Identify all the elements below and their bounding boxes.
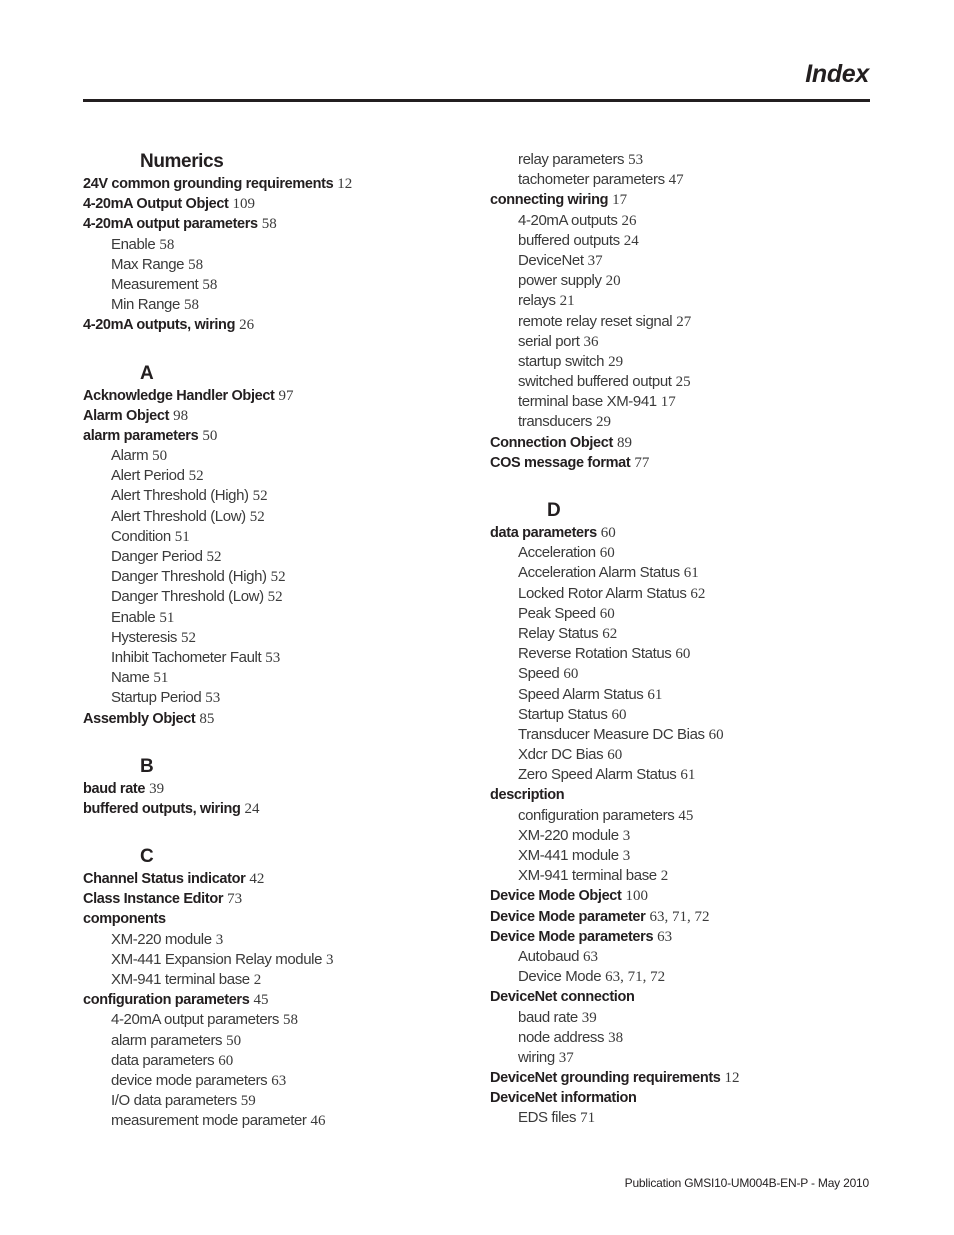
entry-term: Peak Speed bbox=[518, 604, 596, 622]
entry-page-link[interactable]: 58 bbox=[188, 256, 204, 273]
entry-term: Relay Status bbox=[518, 624, 599, 642]
entry-term: serial port bbox=[518, 332, 580, 350]
entry-term: 4-20mA outputs, wiring bbox=[83, 317, 236, 334]
entry-page-link[interactable]: 62 bbox=[690, 585, 706, 602]
entry-term: Acceleration Alarm Status bbox=[518, 564, 680, 582]
entry-term: Hysteresis bbox=[111, 628, 178, 646]
index-subentry bbox=[490, 170, 870, 190]
index-subentry bbox=[83, 608, 463, 628]
entry-page-link[interactable]: 62 bbox=[602, 625, 618, 642]
index-entry bbox=[83, 779, 463, 799]
index-entry bbox=[490, 190, 870, 210]
entry-term: baud rate bbox=[83, 780, 146, 797]
entry-term: Max Range bbox=[111, 255, 185, 273]
entry-term: XM-941 terminal base bbox=[111, 971, 250, 988]
entry-page-link[interactable]: 52 bbox=[252, 488, 268, 505]
entry-term: XM-941 terminal base bbox=[518, 867, 657, 885]
entry-term: relays bbox=[518, 292, 556, 310]
entry-term: tachometer parameters bbox=[518, 171, 665, 189]
entry-page-link[interactable]: 3 bbox=[215, 931, 224, 948]
index-subentry bbox=[83, 628, 463, 648]
index-subentry bbox=[83, 1071, 463, 1091]
entry-term: relay parameters bbox=[518, 151, 625, 168]
index-subentry bbox=[83, 295, 463, 315]
index-column-right bbox=[490, 150, 870, 1129]
entry-page-link[interactable]: 29 bbox=[608, 353, 624, 370]
index-entry bbox=[83, 174, 463, 194]
entry-page-link[interactable]: 63, 71, 72 bbox=[649, 908, 710, 925]
entry-page-link[interactable]: 60 bbox=[563, 666, 579, 683]
index-entry bbox=[490, 523, 870, 543]
entry-page-link[interactable]: 63 bbox=[583, 948, 599, 965]
entry-term: device mode parameters bbox=[111, 1071, 268, 1089]
entry-term: startup switch bbox=[518, 352, 605, 370]
entry-page-link[interactable]: 12 bbox=[724, 1070, 740, 1087]
index-subentry bbox=[490, 604, 870, 624]
entry-page-link[interactable]: 25 bbox=[675, 374, 691, 391]
entry-page-link[interactable]: 20 bbox=[605, 273, 621, 290]
entry-term: Min Range bbox=[111, 296, 180, 314]
entry-term: description bbox=[490, 787, 565, 804]
entry-term: data parameters bbox=[490, 525, 597, 541]
entry-page-link[interactable]: 58 bbox=[283, 1012, 298, 1029]
index-subentry bbox=[490, 705, 870, 725]
index-subentry bbox=[83, 567, 463, 587]
entry-page-link[interactable]: 2 bbox=[253, 972, 262, 988]
entry-page-link[interactable]: 39 bbox=[149, 780, 165, 797]
entry-page-link[interactable]: 51 bbox=[174, 528, 190, 545]
index-subentry bbox=[83, 527, 463, 547]
entry-page-link[interactable]: 60 bbox=[675, 646, 691, 663]
entry-term: node address bbox=[518, 1028, 605, 1046]
entry-term: Alert Threshold (Low) bbox=[111, 507, 246, 525]
index-subentry bbox=[83, 688, 463, 708]
index-subentry bbox=[490, 584, 870, 604]
entry-term: COS message format bbox=[490, 454, 631, 471]
index-entry bbox=[83, 869, 463, 889]
entry-term: Danger Threshold (Low) bbox=[111, 588, 264, 606]
index-entry bbox=[83, 909, 463, 929]
entry-page-link[interactable]: 109 bbox=[232, 196, 256, 213]
entry-page-link[interactable]: 42 bbox=[249, 871, 265, 888]
entry-page-link[interactable]: 36 bbox=[583, 333, 599, 350]
index-subentry bbox=[490, 725, 870, 745]
entry-term: Enable bbox=[111, 235, 156, 253]
section-heading: C bbox=[140, 846, 154, 868]
entry-page-link[interactable]: 71 bbox=[580, 1110, 596, 1127]
entry-term: Alarm bbox=[111, 447, 149, 465]
entry-term: transducers bbox=[518, 413, 592, 431]
entry-page-link[interactable]: 52 bbox=[181, 629, 197, 646]
entry-page-link[interactable]: 27 bbox=[676, 313, 692, 330]
entry-page-link[interactable]: 17 bbox=[612, 192, 628, 209]
entry-term: EDS files bbox=[518, 1109, 577, 1127]
index-subentry bbox=[83, 235, 463, 255]
index-entry bbox=[83, 709, 463, 729]
index-subentry bbox=[490, 806, 870, 826]
index-subentry bbox=[83, 648, 463, 668]
entry-page-link[interactable]: 26 bbox=[621, 212, 637, 229]
entry-page-link[interactable]: 53 bbox=[628, 152, 644, 168]
publication-footer: Publication GMSI10-UM004B-EN-P - May 2010 bbox=[624, 1176, 869, 1190]
entry-page-link[interactable]: 24 bbox=[244, 800, 260, 817]
entry-page-link[interactable]: 52 bbox=[267, 589, 283, 606]
index-subentry bbox=[490, 352, 870, 372]
entry-page-link[interactable]: 37 bbox=[558, 1049, 574, 1066]
entry-page-link[interactable]: 58 bbox=[202, 276, 218, 293]
entry-page-link[interactable]: 58 bbox=[159, 236, 175, 253]
index-subentry bbox=[490, 251, 870, 271]
entry-page-link[interactable]: 61 bbox=[647, 686, 663, 703]
index-entry bbox=[83, 194, 463, 214]
index-subentry bbox=[490, 332, 870, 352]
entry-term: Name bbox=[111, 669, 150, 687]
section-heading: Numerics bbox=[140, 151, 224, 172]
index-subentry bbox=[490, 372, 870, 392]
entry-page-link[interactable]: 60 bbox=[607, 747, 623, 764]
entry-term: Device Mode parameters bbox=[490, 928, 654, 945]
index-subentry bbox=[83, 446, 463, 466]
entry-term: Reverse Rotation Status bbox=[518, 645, 672, 663]
page-title: Index bbox=[805, 60, 869, 88]
index-subentry bbox=[83, 950, 463, 970]
index-entry bbox=[83, 406, 463, 426]
entry-term: switched buffered output bbox=[518, 373, 672, 391]
index-subentry bbox=[490, 150, 870, 170]
entry-term: Measurement bbox=[111, 275, 199, 293]
entry-page-link[interactable]: 89 bbox=[616, 434, 632, 451]
entry-term: baud rate bbox=[518, 1008, 578, 1026]
entry-page-link[interactable]: 59 bbox=[240, 1093, 256, 1110]
entry-page-link[interactable]: 85 bbox=[199, 710, 215, 727]
index-entry bbox=[490, 1088, 870, 1108]
entry-term: Device Mode bbox=[518, 968, 602, 986]
entry-page-link[interactable]: 60 bbox=[611, 706, 627, 723]
index-subentry bbox=[490, 624, 870, 644]
index-entry bbox=[490, 453, 870, 473]
entry-term: 4-20mA output parameters bbox=[111, 1011, 279, 1029]
entry-page-link[interactable]: 51 bbox=[159, 609, 175, 626]
section-heading: A bbox=[140, 362, 154, 384]
index-subentry bbox=[490, 685, 870, 705]
entry-term: connecting wiring bbox=[490, 192, 609, 209]
entry-term: Startup Status bbox=[518, 705, 608, 723]
index-subentry bbox=[83, 1111, 463, 1131]
entry-page-link[interactable]: 53 bbox=[205, 690, 221, 707]
entry-page-link[interactable]: 45 bbox=[253, 992, 269, 1009]
entry-page-link[interactable]: 38 bbox=[608, 1029, 624, 1046]
entry-term: Speed bbox=[518, 665, 560, 683]
entry-term: 4-20mA outputs bbox=[518, 211, 618, 229]
entry-term: power supply bbox=[518, 272, 602, 290]
index-entry bbox=[490, 987, 870, 1007]
entry-page-link[interactable]: 60 bbox=[218, 1052, 234, 1069]
entry-page-link[interactable]: 37 bbox=[587, 252, 603, 269]
entry-page-link[interactable]: 12 bbox=[337, 176, 353, 192]
entry-term: 4-20mA output parameters bbox=[83, 216, 258, 233]
entry-page-link[interactable]: 39 bbox=[581, 1009, 597, 1026]
header-rule bbox=[83, 99, 870, 102]
index-subentry bbox=[83, 275, 463, 295]
index-subentry bbox=[83, 1091, 463, 1111]
entry-page-link[interactable]: 29 bbox=[595, 414, 611, 431]
index-subentry bbox=[490, 846, 870, 866]
section-heading: B bbox=[140, 755, 154, 777]
entry-term: terminal base XM-941 bbox=[518, 393, 657, 411]
entry-page-link[interactable]: 61 bbox=[680, 767, 696, 784]
entry-page-link[interactable]: 61 bbox=[683, 565, 699, 582]
index-subentry bbox=[83, 466, 463, 486]
entry-page-link[interactable]: 45 bbox=[678, 807, 694, 824]
index-subentry bbox=[490, 563, 870, 583]
entry-page-link[interactable]: 100 bbox=[625, 888, 648, 905]
entry-term: Inhibit Tachometer Fault bbox=[111, 648, 262, 666]
index-entry bbox=[83, 799, 463, 819]
index-subentry bbox=[490, 1048, 870, 1068]
index-subentry bbox=[83, 1010, 463, 1030]
entry-page-link[interactable]: 77 bbox=[634, 454, 650, 471]
entry-page-link[interactable]: 53 bbox=[265, 649, 281, 666]
entry-page-link[interactable]: 60 bbox=[600, 525, 616, 541]
entry-page-link[interactable]: 2 bbox=[660, 868, 669, 885]
entry-term: remote relay reset signal bbox=[518, 312, 673, 330]
entry-page-link[interactable]: 26 bbox=[239, 317, 255, 334]
index-entry bbox=[490, 886, 870, 906]
index-subentry bbox=[490, 1108, 870, 1128]
index-subentry bbox=[83, 587, 463, 607]
index-subentry bbox=[83, 486, 463, 506]
entry-term: Xdcr DC Bias bbox=[518, 746, 604, 764]
entry-term: Condition bbox=[111, 527, 171, 545]
entry-term: DeviceNet connection bbox=[490, 989, 635, 1006]
entry-term: configuration parameters bbox=[518, 806, 675, 824]
entry-term: Speed Alarm Status bbox=[518, 685, 644, 703]
entry-term: Autobaud bbox=[518, 947, 580, 965]
entry-page-link[interactable]: 60 bbox=[599, 605, 615, 622]
index-subentry bbox=[83, 255, 463, 275]
index-entry bbox=[83, 990, 463, 1010]
entry-page-link[interactable]: 51 bbox=[153, 670, 169, 687]
entry-page-link[interactable]: 3 bbox=[622, 827, 631, 844]
index-subentry bbox=[490, 664, 870, 684]
index-entry bbox=[490, 433, 870, 453]
entry-page-link[interactable]: 47 bbox=[668, 172, 684, 189]
entry-page-link[interactable]: 24 bbox=[623, 232, 639, 249]
section-heading: D bbox=[547, 500, 561, 521]
index-subentry bbox=[490, 826, 870, 846]
index-subentry bbox=[490, 745, 870, 765]
index-entry bbox=[83, 889, 463, 909]
entry-page-link[interactable]: 3 bbox=[622, 848, 631, 864]
index-subentry bbox=[490, 392, 870, 412]
entry-page-link[interactable]: 63, 71, 72 bbox=[605, 969, 666, 986]
index-subentry bbox=[490, 644, 870, 664]
entry-term: Startup Period bbox=[111, 689, 202, 707]
index-subentry bbox=[490, 231, 870, 251]
entry-term: Enable bbox=[111, 608, 156, 626]
entry-term: measurement mode parameter bbox=[111, 1112, 307, 1130]
entry-page-link[interactable]: 58 bbox=[261, 216, 277, 233]
index-subentry bbox=[490, 271, 870, 291]
index-subentry bbox=[83, 1051, 463, 1071]
entry-page-link[interactable]: 52 bbox=[206, 549, 222, 565]
index-subentry bbox=[490, 312, 870, 332]
entry-term: DeviceNet bbox=[518, 251, 584, 269]
index-subentry bbox=[490, 291, 870, 311]
entry-term: buffered outputs bbox=[518, 231, 620, 249]
entry-page-link[interactable]: 50 bbox=[152, 448, 168, 465]
index-subentry bbox=[83, 1031, 463, 1051]
index-subentry bbox=[83, 930, 463, 950]
entry-term: Acknowledge Handler Object bbox=[83, 387, 275, 404]
index-subentry bbox=[490, 947, 870, 967]
index-entry bbox=[83, 315, 463, 335]
index-entry bbox=[490, 907, 870, 927]
entry-term: Alert Threshold (High) bbox=[111, 487, 249, 505]
entry-term: Locked Rotor Alarm Status bbox=[518, 584, 687, 602]
entry-page-link[interactable]: 52 bbox=[188, 468, 204, 485]
index-subentry bbox=[83, 547, 463, 567]
entry-term: XM-220 module bbox=[111, 930, 212, 948]
index-subentry bbox=[83, 970, 463, 990]
index-subentry bbox=[83, 507, 463, 527]
index-entry bbox=[490, 785, 870, 805]
entry-page-link[interactable]: 50 bbox=[202, 427, 218, 444]
entry-term: Transducer Measure DC Bias bbox=[518, 725, 705, 743]
index-subentry bbox=[490, 211, 870, 231]
entry-term: Device Mode parameter bbox=[490, 908, 646, 925]
entry-page-link[interactable]: 52 bbox=[270, 569, 286, 586]
index-subentry bbox=[490, 967, 870, 987]
index-subentry bbox=[490, 765, 870, 785]
index-subentry bbox=[490, 412, 870, 432]
entry-page-link[interactable]: 63 bbox=[271, 1072, 287, 1089]
index-subentry bbox=[490, 866, 870, 886]
entry-term: Acceleration bbox=[518, 544, 596, 562]
entry-page-link[interactable]: 50 bbox=[226, 1032, 242, 1049]
entry-page-link[interactable]: 97 bbox=[278, 387, 294, 404]
entry-term: components bbox=[83, 911, 166, 928]
index-subentry bbox=[490, 1008, 870, 1028]
entry-page-link[interactable]: 98 bbox=[173, 407, 189, 424]
entry-term: Danger Period bbox=[111, 548, 203, 565]
index-entry bbox=[490, 927, 870, 947]
entry-page-link[interactable]: 46 bbox=[310, 1113, 326, 1130]
entry-term: XM-220 module bbox=[518, 826, 619, 844]
entry-page-link[interactable]: 17 bbox=[660, 394, 676, 411]
entry-term: alarm parameters bbox=[83, 427, 199, 444]
entry-term: configuration parameters bbox=[83, 992, 250, 1009]
index-entry bbox=[490, 1068, 870, 1088]
entry-page-link[interactable]: 21 bbox=[559, 293, 575, 310]
entry-term: Danger Threshold (High) bbox=[111, 568, 267, 586]
entry-term: Assembly Object bbox=[83, 710, 196, 727]
entry-term: Connection Object bbox=[490, 434, 613, 451]
entry-page-link[interactable]: 60 bbox=[708, 726, 724, 743]
entry-term: XM-441 Expansion Relay module bbox=[111, 950, 323, 968]
entry-term: buffered outputs, wiring bbox=[83, 800, 241, 817]
entry-term: 24V common grounding requirements bbox=[83, 176, 334, 192]
entry-term: alarm parameters bbox=[111, 1031, 223, 1049]
entry-page-link[interactable]: 73 bbox=[227, 891, 243, 908]
entry-term: Class Instance Editor bbox=[83, 891, 224, 908]
index-entry bbox=[83, 386, 463, 406]
entry-page-link[interactable]: 60 bbox=[599, 545, 615, 562]
index-entry bbox=[83, 426, 463, 446]
entry-term: Alert Period bbox=[111, 467, 185, 485]
entry-term: wiring bbox=[518, 1048, 555, 1066]
entry-term: Alarm Object bbox=[83, 407, 170, 424]
index-entry bbox=[83, 214, 463, 234]
entry-term: Device Mode Object bbox=[490, 888, 622, 905]
entry-term: 4-20mA Output Object bbox=[83, 196, 229, 213]
index-subentry bbox=[490, 543, 870, 563]
entry-page-link[interactable]: 58 bbox=[183, 297, 199, 314]
index-column-left bbox=[83, 150, 463, 1132]
index-subentry bbox=[490, 1028, 870, 1048]
entry-page-link[interactable]: 3 bbox=[326, 951, 334, 968]
entry-term: Zero Speed Alarm Status bbox=[518, 766, 677, 784]
entry-term: XM-441 module bbox=[518, 847, 619, 864]
entry-term: Channel Status indicator bbox=[83, 871, 246, 888]
entry-term: DeviceNet grounding requirements bbox=[490, 1070, 721, 1087]
entry-term: data parameters bbox=[111, 1051, 215, 1069]
entry-page-link[interactable]: 52 bbox=[249, 508, 265, 525]
entry-page-link[interactable]: 63 bbox=[657, 928, 673, 945]
entry-term: DeviceNet information bbox=[490, 1090, 637, 1107]
index-subentry bbox=[83, 668, 463, 688]
entry-term: I/O data parameters bbox=[111, 1092, 237, 1110]
